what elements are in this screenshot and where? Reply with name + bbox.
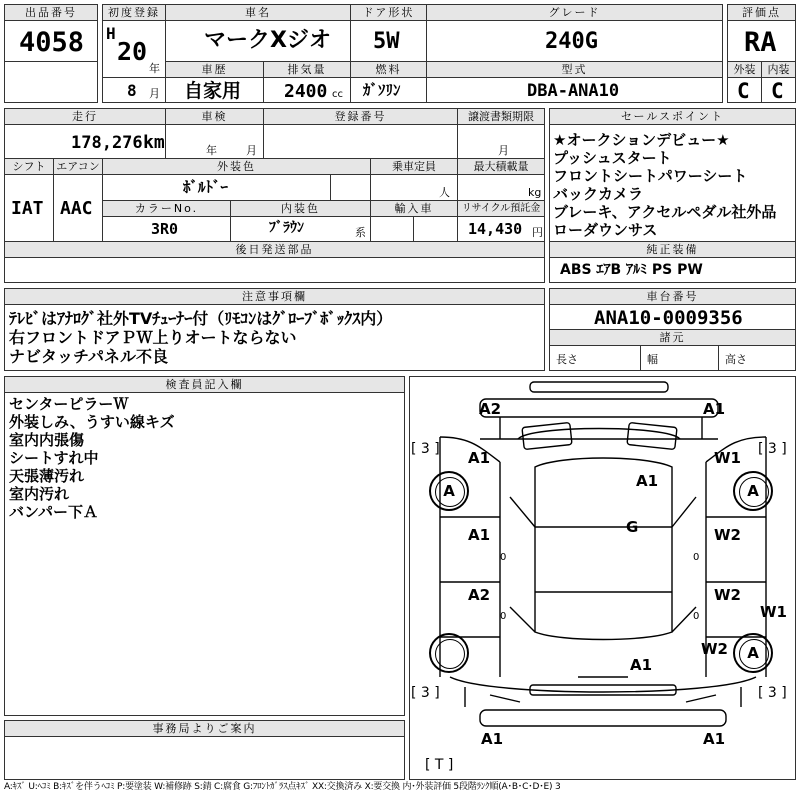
first-reg-month: 8 (127, 81, 137, 100)
inspector-note-item: センターピラーＷ (9, 395, 129, 413)
dmg-rear-left-bumper: A1 (481, 730, 504, 748)
first-reg-header: 初度登録 (102, 4, 166, 21)
first-reg-year-unit: 年 (149, 62, 160, 75)
dmg-left-front-door: A1 (468, 526, 491, 544)
length-label: 長さ (556, 353, 578, 366)
zero-mark-3: 0 (500, 611, 507, 622)
chassis-cell (549, 304, 796, 330)
car-name-cell (165, 20, 351, 62)
dmg-right-quarter: W2 (701, 640, 728, 658)
mileage: 178,276 (71, 133, 143, 153)
mileage-unit: km (143, 132, 165, 153)
dmg-left-rear-door: A2 (468, 586, 491, 604)
displacement-header: 排気量 (263, 61, 351, 78)
dmg-hood: A1 (636, 472, 659, 490)
int-color-unit: 系 (355, 226, 366, 239)
exterior-header: 外装 (727, 61, 762, 78)
sales-point-item: バックカメラ (553, 185, 644, 203)
capacity-header: 乗車定員 (370, 158, 458, 175)
grade-cell (426, 20, 723, 62)
equipment: ABS ｴｱB ｱﾙﾐ PS PW (560, 262, 703, 278)
transfer-header: 譲渡書類期限 (457, 108, 545, 125)
height-label: 高さ (725, 353, 747, 366)
ext-color-cell (102, 174, 331, 201)
glass-bracket-front-left: [ 3 ] (411, 441, 440, 457)
interior-score: C (771, 79, 784, 103)
dmg-left-fender: A1 (468, 449, 491, 467)
door-header: ドア形状 (350, 4, 427, 21)
ext-color-extra-cell (330, 174, 371, 201)
rating-header: 評価点 (727, 4, 796, 21)
mileage-header: 走行 (4, 108, 166, 125)
sales-point-item: ブレーキ、アクセルペダル社外品 (553, 203, 777, 221)
sales-points-list (553, 131, 776, 239)
office-header: 事務局よりご案内 (4, 720, 405, 737)
history-header: 車歴 (165, 61, 264, 78)
import-cell (370, 216, 414, 242)
int-color: ﾌﾞﾗｳﾝ (269, 220, 304, 236)
exterior-score-cell (727, 77, 762, 103)
history-cell (165, 77, 264, 103)
rating-cell (727, 20, 796, 62)
note-item: ナビタッチパネル不良 (9, 347, 169, 366)
dmg-right-pillar: W1 (760, 603, 787, 621)
first-reg-month-unit: 月 (149, 87, 160, 100)
equipment-header: 純正装備 (549, 241, 796, 258)
inspector-note-item: 天張薄汚れ (9, 467, 85, 485)
sales-point-item: フロントシートパワーシート (553, 167, 748, 185)
wheel-rear-left (429, 633, 469, 673)
tire-bracket: [ T ] (425, 757, 454, 773)
color-no-header: カラーNo. (102, 200, 231, 217)
width-label: 幅 (647, 353, 658, 366)
inspector-note-item: 室内内張傷 (9, 431, 85, 449)
reg-no-header: 登録番号 (263, 108, 458, 125)
shift-header: シフト (4, 158, 54, 175)
interior-score-cell (761, 77, 796, 103)
inspector-note-item: 外装しみ、うすい線キズ (9, 413, 175, 431)
transfer-cell (457, 124, 545, 159)
exterior-score: C (737, 79, 750, 103)
displacement: 2400 (284, 81, 328, 102)
length-cell (549, 345, 641, 371)
inspector-header: 検査員記入欄 (4, 376, 405, 393)
later-parts-cell (4, 257, 545, 283)
sales-points-cell (549, 124, 796, 242)
lot-cell (4, 20, 98, 62)
inspector-note-item: 室内汚れ (9, 485, 70, 503)
reg-no-cell (263, 124, 458, 159)
car-name: マークXジオ (204, 28, 331, 53)
glass-bracket-front-right: [ 3 ] (758, 441, 787, 457)
inspector-note-item: バンパー下Ａ (9, 503, 98, 521)
sales-point-item: ローダウンサス (553, 221, 658, 239)
dmg-right-front-door: W2 (714, 526, 741, 544)
note-item: 右フロントドアＰＷ上りオートならない (9, 328, 297, 347)
color-no-cell (102, 216, 231, 242)
max-load-header: 最大積載量 (457, 158, 545, 175)
shift-cell (4, 174, 54, 242)
wheel-front-right: A (733, 471, 773, 511)
model-header: 型式 (426, 61, 723, 78)
aircon-header: エアコン (53, 158, 103, 175)
zero-mark-4: 0 (693, 611, 700, 622)
zero-mark-1: 0 (500, 552, 507, 563)
model: DBA-ANA10 (527, 81, 620, 101)
notes-cell (4, 304, 545, 371)
mileage-cell (4, 124, 166, 159)
dmg-front-left-bumper: A2 (479, 400, 502, 418)
max-load-unit: kg (528, 186, 542, 199)
max-load-cell (457, 174, 545, 201)
dmg-roof: G (626, 518, 639, 536)
dmg-right-fender: W1 (714, 449, 741, 467)
capacity-unit: 人 (439, 186, 450, 199)
lot-number: 4058 (19, 27, 85, 58)
transfer-month-unit: 月 (498, 144, 509, 157)
width-cell (640, 345, 719, 371)
fuel-cell (350, 77, 427, 103)
inspection-header: 車検 (165, 108, 264, 125)
history: 自家用 (184, 80, 242, 102)
door-type: 5W (373, 29, 400, 54)
inspector-notes-list (9, 395, 175, 521)
first-reg-era: H (106, 24, 116, 43)
aircon-cell (53, 174, 103, 242)
zero-mark-2: 0 (693, 552, 700, 563)
dmg-trunk: A1 (630, 656, 653, 674)
import-header: 輸入車 (370, 200, 458, 217)
door-cell (350, 20, 427, 62)
notes-header: 注意事項欄 (4, 288, 545, 305)
first-reg-year: 20 (117, 37, 148, 66)
height-cell (718, 345, 796, 371)
notes-list (9, 309, 392, 366)
sales-point-item: プッシュスタート (553, 149, 672, 167)
lot-blank-cell (4, 61, 98, 103)
inspection-year-unit: 年 (206, 144, 217, 157)
lot-header: 出品番号 (4, 4, 98, 21)
rating: RA (744, 27, 777, 58)
first-reg-cell (102, 20, 166, 78)
equipment-cell (549, 257, 796, 283)
int-color-cell (230, 216, 371, 242)
legend: A:ｷｽﾞ U:ﾍｺﾐ B:ｷｽﾞを伴うﾍｺﾐ P:要塗装 W:補修跡 S:錆 C:腐食 G:ﾌﾛﾝﾄｶﾞﾗｽ点ｷｽﾞ XX:交換済み X:要交換 内･外装評価 5段階ﾗﾝｸ順(A･B･C･D･E) 3 (4, 782, 561, 792)
capacity-cell (370, 174, 458, 201)
recycle-unit: 円 (532, 226, 543, 239)
dmg-front-right-bumper: A1 (703, 400, 726, 418)
displacement-unit: cc (332, 89, 343, 100)
displacement-cell (263, 77, 351, 103)
fuel-header: 燃料 (350, 61, 427, 78)
color-no: 3R0 (151, 220, 179, 238)
int-color-header: 内装色 (230, 200, 371, 217)
inspector-note-item: シートすれ中 (9, 449, 99, 467)
import-cell-2 (413, 216, 458, 242)
car-outline (410, 377, 796, 780)
damage-diagram (409, 376, 796, 780)
dims-header: 諸元 (549, 329, 796, 346)
fuel: ｶﾞｿﾘﾝ (363, 81, 401, 99)
car-name-header: 車名 (165, 4, 351, 21)
later-parts-header: 後日発送部品 (4, 241, 545, 258)
inspection-cell (165, 124, 264, 159)
inspector-cell (4, 392, 405, 716)
chassis-header: 車台番号 (549, 288, 796, 305)
model-cell (426, 77, 723, 103)
glass-bracket-rear-right: [ 3 ] (758, 685, 787, 701)
dmg-right-rear-door: W2 (714, 586, 741, 604)
wheel-front-left: A (429, 471, 469, 511)
chassis-no: ANA10-0009356 (594, 307, 743, 329)
wheel-rear-right: A (733, 633, 773, 673)
grade-header: グレード (426, 4, 723, 21)
ext-color: ﾎﾞﾙﾄﾞｰ (183, 178, 229, 196)
first-reg-month-cell (102, 77, 166, 103)
interior-header: 内装 (761, 61, 796, 78)
glass-bracket-rear-left: [ 3 ] (411, 685, 440, 701)
shift: IAT (11, 198, 44, 219)
recycle-header: リサイクル預託金 (457, 200, 545, 217)
recycle-cell (457, 216, 545, 242)
dmg-rear-right-bumper: A1 (703, 730, 726, 748)
note-item: ﾃﾚﾋﾞはｱﾅﾛｸﾞ社外TVﾁｭｰﾅｰ付（ﾘﾓｺﾝはｸﾞﾛｰﾌﾞﾎﾞｯｸｽ内） (9, 309, 393, 328)
inspection-month-unit: 月 (246, 144, 257, 157)
sales-points-header: セールスポイント (549, 108, 796, 125)
recycle-fee: 14,430 (468, 220, 523, 238)
grade: 240G (545, 29, 598, 54)
ext-color-header: 外装色 (102, 158, 371, 175)
office-cell (4, 736, 405, 780)
aircon: AAC (60, 198, 93, 219)
sales-point-item: ★オークションデビュー★ (553, 131, 730, 149)
